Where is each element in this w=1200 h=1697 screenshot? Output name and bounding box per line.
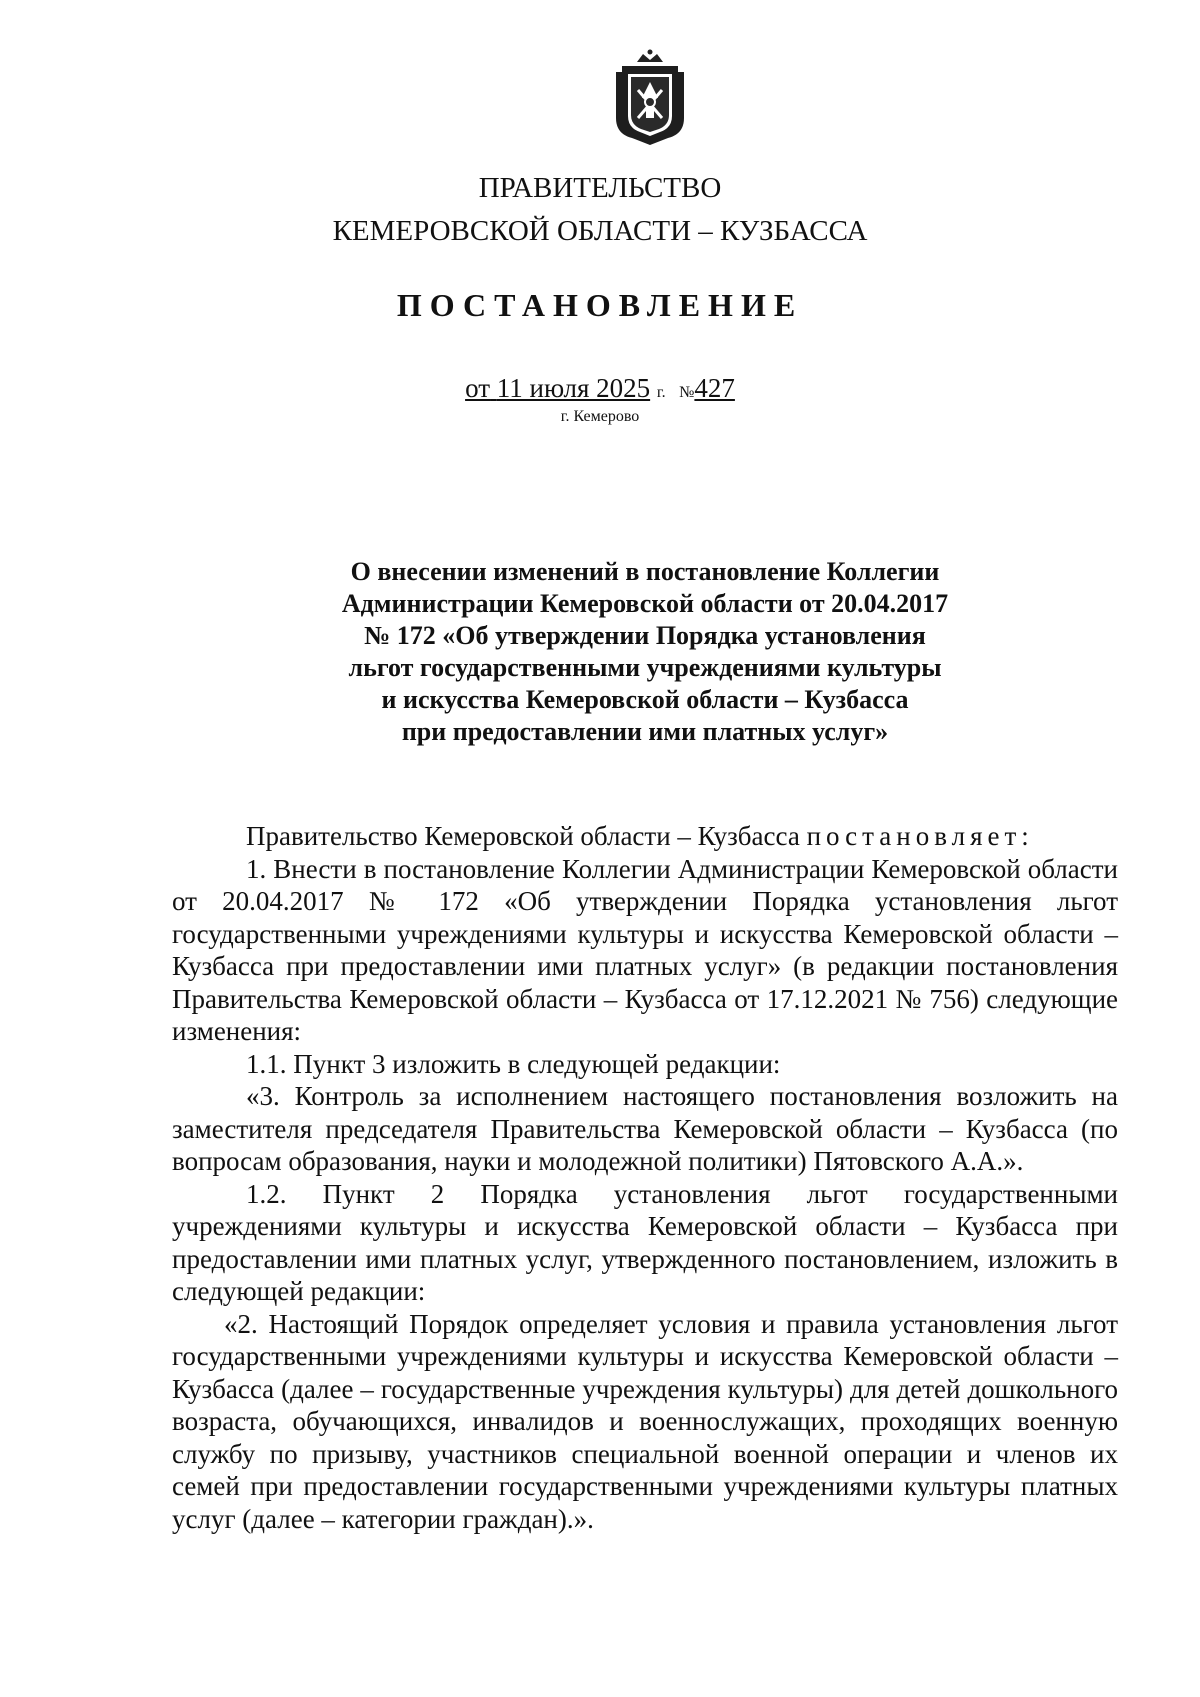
document-body <box>172 820 1118 1535</box>
paragraph-1: 1. Внести в постановление Коллегии Администрации Кемеровской области от 20.04.2017 № 172 «Об утверждении Порядка установления льгот государственными учреждениями культуры и искусства Кемеровской области – Кузбасса при предоставлении ими платных услуг» (в редакции постановления Правительства Кемеровской области – Кузбасса от 17.12.2021 № 756) следующие изменения: <box>172 853 1118 1046</box>
title-line: О внесении изменений в постановление Коллегии <box>350 557 940 586</box>
date-prefix: от <box>465 373 491 403</box>
date-number-line <box>0 373 1200 404</box>
paragraph-1-2-quote: «2. Настоящий Порядок определяет условия и правила установления льгот государственными учреждениями культуры и искусства Кемеровской области – Кузбасса (далее – государственные учреждения культуры) для детей дошкольного возраста, обучающихся, инвалидов и военнослужащих, проходящих военную службу по призыву, участников специальной военной операции и членов их семей при предоставлении государственными учреждениями культуры платных услуг (далее – категории граждан).». <box>172 1308 1118 1534</box>
intro-resolves: постановляет: <box>806 821 1034 851</box>
paragraph-1-2: 1.2. Пункт 2 Порядка установления льгот государственными учреждениями культуры и искусства Кемеровской области – Кузбасса при предоставлении ими платных услуг, утвержденного постановлением, изложить в следующей редакции: <box>172 1178 1118 1306</box>
document-title <box>170 556 1120 748</box>
city-label: г. Кемерово <box>560 408 640 425</box>
title-line: и искусства Кемеровской области – Кузбасса <box>381 685 909 714</box>
paragraph-1-1-quote: «3. Контроль за исполнением настоящего постановления возложить на заместителя председателя Правительства Кемеровской области – Кузбасса (по вопросам образования, науки и молодежной политики) Пятовского А.А.». <box>172 1081 1118 1176</box>
paragraph-1-1: 1.1. Пункт 3 изложить в следующей редакции: <box>246 1048 781 1079</box>
document-date: 11 июля 2025 <box>496 373 651 403</box>
number-sign: № <box>679 384 695 401</box>
title-line: при предоставлении ими платных услуг» <box>401 717 889 746</box>
document-number: 427 <box>694 373 735 403</box>
title-line: Администрации Кемеровской области от 20.04.2017 <box>341 589 949 618</box>
intro-paragraph <box>172 820 1118 853</box>
coat-of-arms-icon <box>610 48 690 148</box>
government-title-line2: КЕМЕРОВСКОЙ ОБЛАСТИ – КУЗБАССА <box>332 215 868 247</box>
title-line: № 172 «Об утверждении Порядка установления <box>364 621 926 650</box>
document-type-heading: ПОСТАНОВЛЕНИЕ <box>396 287 804 323</box>
government-title-line1: ПРАВИТЕЛЬСТВО <box>478 172 722 204</box>
title-line: льгот государственными учреждениями культуры <box>348 653 942 682</box>
intro-text: Правительство Кемеровской области – Кузбасса <box>246 821 800 851</box>
year-suffix: г. <box>656 384 666 401</box>
